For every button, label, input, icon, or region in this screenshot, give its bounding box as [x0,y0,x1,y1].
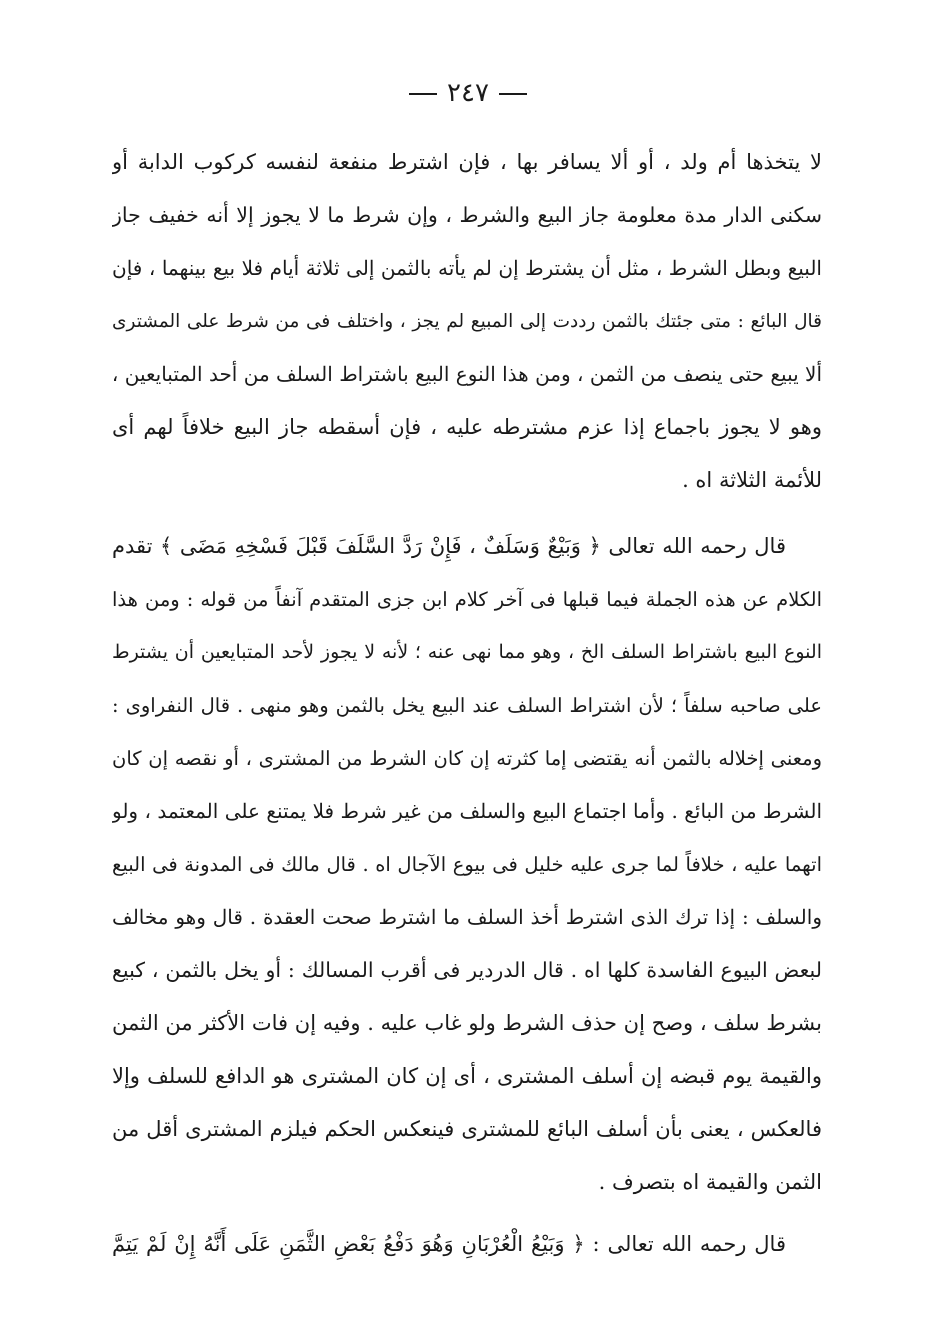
text-line: الشرط من البائع . وأما اجتماع البيع والسلف من غير شرط فلا يمتنع على المعتمد ، ولو [112,799,822,823]
text-line: الكلام عن هذه الجملة فيما قبلها فى آخر كلام ابن جزى المتقدم آنفاً من قوله : ومن هذا [112,588,822,611]
text-line: فالعكس ، يعنى بأن أسلف البائع للمشترى فينعكس الحكم فيلزم المشترى أقل من [112,1117,822,1141]
text-line: الثمن والقيمة اه بتصرف . [598,1170,822,1194]
page-number-value: ٢٤٧ [447,78,489,108]
text-line: ألا يبيع حتى ينصف من الثمن ، ومن هذا النوع البيع باشتراط السلف من أحد المتبايعين ، [112,362,822,386]
page-number [0,78,936,108]
text-line: للأئمة الثلاثة اه . [682,468,822,492]
text-line: ومعنى إخلاله بالثمن أنه يقتضى إما كثرته إن كان الشرط من المشترى ، أو نقصه إن كان [112,747,822,770]
page-number-dash-left [409,93,437,95]
paragraph-3 [112,1218,822,1271]
page-number-dash-right [499,93,527,95]
text-line: قال رحمه الله تعالى : ﴿ وَبَيْعُ الْعُرْبَانِ وَهُوَ دَفْعُ بَعْضِ الثَّمَنِ عَلَى أَنَّهُ إِنْ لَمْ يَتِمَّ [112,1232,786,1256]
text-line: سكنى الدار مدة معلومة جاز البيع والشرط ، وإن شرط ما لا يجوز إلا أنه خفيف جاز [112,203,822,227]
text-line: وهو لا يجوز باجماع إذا عزم مشترطه عليه ، فإن أسقطه جاز البيع خلافاً لهم أى [112,415,822,439]
text-line: على صاحبه سلفاً ؛ لأن اشتراط السلف عند البيع يخل بالثمن وهو منهى . قال النفراوى : [112,694,822,717]
text-line: اتهما عليه ، خلافاً لما جرى عليه خليل فى بيوع الآجال اه . قال مالك فى المدونة فى البيع [112,853,822,876]
text-line: قال البائع : متى جئتك بالثمن رددت إلى المبيع لم يجز ، واختلف فى من شرط على المشترى [112,311,822,332]
text-line: البيع وبطل الشرط ، مثل أن يشترط إن لم يأته بالثمن إلى ثلاثة أيام فلا بيع بينهما ، فإن [112,256,822,280]
text-line: بشرط سلف ، وصح إن حذف الشرط ولو غاب عليه . وفيه إن فات الأكثر من الثمن [112,1011,822,1035]
text-line: لبعض البيوع الفاسدة كلها اه . قال الدردير فى أقرب المسالك : أو يخل بالثمن ، كبيع [112,958,822,982]
text-line: لا يتخذها أم ولد ، أو ألا يسافر بها ، فإن اشترط منفعة لنفسه كركوب الدابة أو [112,150,822,174]
text-line: والقيمة يوم قبضه إن أسلف المشترى ، أى إن كان المشترى هو الدافع للسلف وإلا [112,1064,822,1088]
text-line: قال رحمه الله تعالى ﴿ وَبَيْعٌ وَسَلَفٌ ، فَإِنْ رَدَّ السَّلَفَ قَبْلَ فَسْخِهِ مَضَى ﴾ تقدم [112,534,786,558]
text-line: والسلف : إذا ترك الذى اشترط أخذ السلف ما اشترط صحت العقدة . قال وهو مخالف [112,905,822,929]
text-line: النوع البيع باشتراط السلف الخ ، وهو مما نهى عنه ؛ لأنه لا يجوز لأحد المتبايعين أن يشترط [112,641,822,663]
paragraph-1 [112,136,822,507]
paragraph-2 [112,520,822,1209]
